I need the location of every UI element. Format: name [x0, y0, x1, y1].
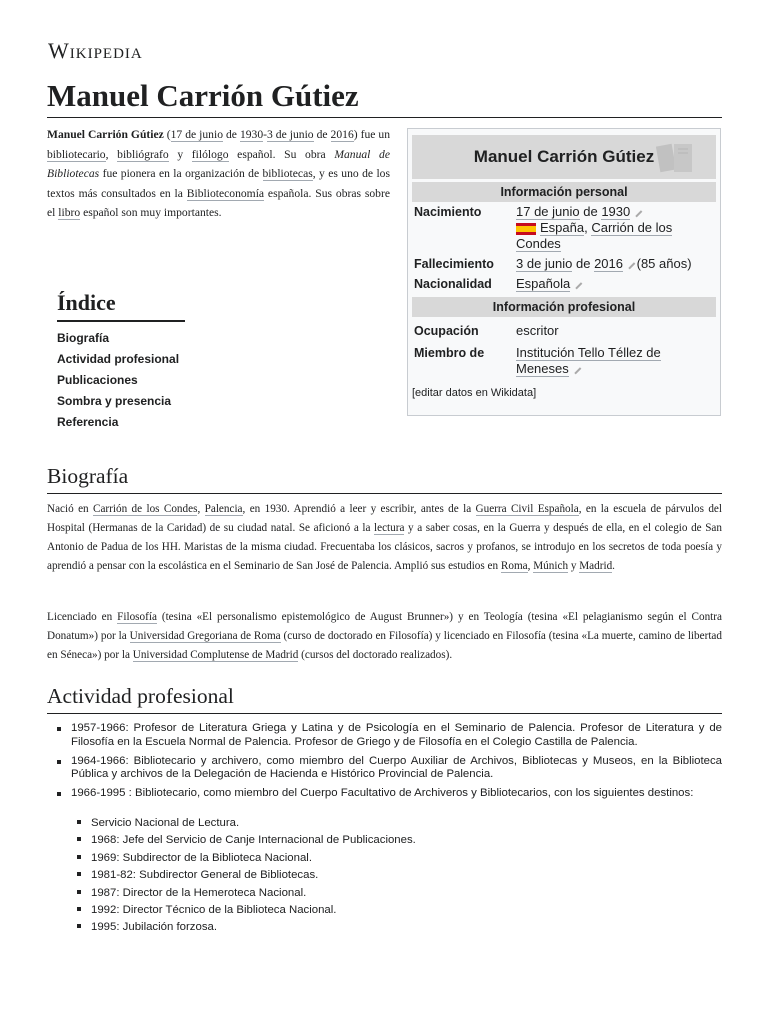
intro-paragraph	[47, 125, 390, 223]
link-filologo[interactable]: filólogo	[191, 147, 229, 161]
toc-item[interactable]: Biografía	[57, 331, 110, 345]
infobox-label: Nacimiento	[414, 205, 482, 219]
link-nac-country[interactable]: España	[540, 220, 585, 235]
biografia-paragraph-1	[47, 500, 722, 576]
list-item: 1987: Director de la Hemeroteca Nacional.	[91, 885, 722, 902]
toc-item[interactable]: Sombra y presencia	[57, 394, 172, 408]
section-divider	[47, 493, 722, 494]
body-text: (cursos del doctorado realizados).	[298, 649, 453, 661]
toc-divider	[57, 320, 185, 322]
intro-text: español son muy importantes.	[80, 206, 222, 220]
toc-item[interactable]: Actividad profesional	[57, 352, 180, 366]
link-birth-date[interactable]: 17 de junio	[170, 128, 223, 141]
section-heading-actividad: Actividad profesional	[47, 684, 234, 708]
infobox-label: Nacionalidad	[414, 277, 492, 291]
intro-text: fue pionera en la organización de	[99, 167, 263, 181]
body-text: .	[612, 560, 615, 572]
intro-text: de	[223, 128, 240, 141]
infobox-row-miembro	[412, 343, 716, 379]
intro-text: (	[163, 128, 171, 141]
infobox-text: de	[579, 204, 602, 219]
actividad-list	[47, 722, 722, 942]
list-item: 1964-1966: Bibliotecario y archivero, como miembro del Cuerpo Auxiliar de Archivos, Bibliotecas y Museos, en la Biblioteca Pública y archivos de la Delegación de Hacienda e Histórico Provincial de Palencia.	[71, 754, 722, 781]
intro-text: , y es uno de los textos más consultados en la	[47, 167, 390, 200]
link-libro[interactable]: libro	[58, 206, 81, 220]
toc-title: Índice	[57, 290, 116, 315]
body-text: y	[568, 560, 580, 572]
edit-pencil-icon[interactable]	[630, 205, 643, 218]
body-text: y a saber cosas, en la Guerra y después de ella, en el colegio de San Antonio de Padua de los HH. Maristas de la misma ciudad. Frecuentaba los clásicos, sacros y profanos, se introdujo en los secretos de toda poesía y aprendió a pensar con la escolástica en el Seminario de San José de Palencia. Amplió sus estudios en	[47, 522, 722, 572]
infobox-label: Miembro de	[414, 346, 485, 360]
biografia-paragraph-2	[47, 608, 722, 665]
infobox	[407, 128, 721, 416]
link-nacionalidad[interactable]: Española	[516, 276, 571, 291]
list-item: 1969: Subdirector de la Biblioteca Nacional.	[91, 850, 722, 867]
toc-item[interactable]: Publicaciones	[57, 373, 138, 387]
link-death-year[interactable]: 2016	[330, 128, 354, 141]
link-nac-year[interactable]: 1930	[601, 204, 631, 219]
body-text: , en la escuela de párvulos del Hospital (Hermanas de la Caridad) de su ciudad natal. Se aficionó a la	[47, 503, 722, 534]
infobox-label: Ocupación	[414, 324, 479, 338]
link-miembro[interactable]: Institución Tello Téllez de Meneses	[516, 345, 661, 376]
link-bibliografo[interactable]: bibliógrafo	[117, 147, 169, 161]
infobox-section-profesional: Información profesional	[412, 297, 716, 317]
infobox-text: de	[572, 256, 595, 271]
infobox-title-text: Manuel Carrión Gútiez	[473, 147, 655, 166]
intro-text: y	[168, 147, 192, 161]
edit-wikidata-link[interactable]: [editar datos en Wikidata]	[412, 387, 537, 399]
link-bibliotecas[interactable]: bibliotecas	[262, 167, 313, 181]
infobox-section-personal: Información personal	[412, 182, 716, 202]
list-item	[71, 787, 722, 937]
body-text: , en 1930. Aprendió a leer y escribir, antes de la	[242, 503, 476, 515]
toc-list	[57, 328, 257, 433]
link-nac-place[interactable]: Carrión de los Condes	[516, 220, 673, 251]
list-item: 1992: Director Técnico de la Biblioteca Nacional.	[91, 902, 722, 919]
infobox-row-nacimiento	[412, 202, 716, 254]
intro-text: española. Sus obras sobre el	[47, 186, 390, 220]
infobox-value: escritor	[516, 323, 559, 338]
intro-text: -	[263, 128, 268, 141]
infobox-value	[516, 276, 716, 292]
link-guerra-civil[interactable]: Guerra Civil Española	[475, 503, 579, 515]
link-lectura[interactable]: lectura	[374, 522, 405, 534]
infobox-age: (85 años)	[633, 256, 692, 271]
title-divider	[47, 117, 722, 118]
destinos-list	[71, 815, 722, 937]
body-text: ,	[197, 503, 205, 515]
link-roma[interactable]: Roma	[500, 560, 528, 572]
intro-name: Manuel Carrión Gútiez	[47, 128, 164, 141]
book-decoration-icon	[656, 141, 698, 175]
body-text: ,	[527, 560, 534, 572]
infobox-value	[516, 345, 716, 377]
body-text: Licenciado en	[47, 611, 118, 623]
infobox-label: Fallecimiento	[414, 257, 494, 271]
link-fal-year[interactable]: 2016	[594, 256, 623, 271]
list-item: 1981-82: Subdirector General de Bibliotecas.	[91, 867, 722, 884]
link-filosofia[interactable]: Filosofía	[117, 611, 157, 623]
wikipedia-logo[interactable]: Wikipedia	[48, 38, 143, 63]
section-divider	[47, 713, 722, 714]
link-munich[interactable]: Múnich	[533, 560, 569, 572]
body-text: (tesina «El personalismo epistemológico de August Brunner») y en Teología (tesina «El pelagianismo según el Contra Donatum») por la	[47, 611, 722, 642]
spain-flag-icon	[516, 223, 536, 235]
infobox-row-nacionalidad	[412, 274, 716, 294]
list-item: 1957-1966: Profesor de Literatura Griega y Latina y de Psicología en el Seminario de Palencia. Profesor de Literatura y de Filosofía en la Escuela Normal de Palencia. Profesor de Griego y de Filosofía en el Colegio Castilla de Palencia.	[71, 722, 722, 748]
infobox-value	[516, 256, 716, 272]
link-carrion[interactable]: Carrión de los Condes	[93, 503, 198, 515]
intro-text: español. Su obra	[228, 147, 335, 161]
intro-text: ,	[105, 147, 118, 161]
intro-text: ) fue un	[353, 128, 390, 141]
edit-pencil-icon[interactable]	[570, 277, 583, 290]
table-of-contents	[57, 290, 257, 433]
link-madrid[interactable]: Madrid	[579, 560, 613, 572]
link-fal-date[interactable]: 3 de junio	[516, 256, 573, 271]
page-title: Manuel Carrión Gútiez	[47, 78, 359, 113]
list-item-text: 1966-1995 : Bibliotecario, como miembro del Cuerpo Facultativo de Archiveros y Bibliotecarios, con los siguientes destinos:	[71, 787, 694, 800]
infobox-text: ,	[584, 220, 592, 235]
infobox-title	[412, 135, 716, 179]
section-heading-biografia: Biografía	[47, 464, 129, 488]
infobox-row-ocupacion	[412, 321, 716, 341]
list-item: 1968: Jefe del Servicio de Canje Internacional de Publicaciones.	[91, 832, 722, 849]
link-birth-year[interactable]: 1930	[239, 128, 264, 141]
body-text: Nació en	[47, 503, 93, 515]
link-bibliotecario[interactable]: bibliotecario	[47, 147, 106, 161]
link-death-date[interactable]: 3 de junio	[267, 128, 314, 141]
intro-manual-title: Manual de Bibliotecas	[47, 147, 390, 181]
link-nac-date[interactable]: 17 de junio	[516, 204, 580, 219]
infobox-row-fallecimiento	[412, 254, 716, 274]
edit-pencil-icon[interactable]	[568, 362, 581, 375]
body-text: (curso de doctorado en Filosofía) y licenciado en Filosofía (tesina «La muerte, camino de libertad en Séneca») por la	[47, 630, 722, 661]
intro-text: de	[313, 128, 331, 141]
link-gregoriana[interactable]: Universidad Gregoriana de Roma	[129, 630, 281, 642]
infobox-value	[516, 204, 716, 252]
list-item: 1995: Jubilación forzosa.	[91, 919, 722, 936]
toc-item[interactable]: Referencia	[57, 415, 119, 429]
link-biblioteconomia[interactable]: Biblioteconomía	[186, 186, 265, 200]
list-item: Servicio Nacional de Lectura.	[91, 815, 722, 832]
link-complutense[interactable]: Universidad Complutense de Madrid	[132, 649, 299, 661]
link-palencia[interactable]: Palencia	[204, 503, 243, 515]
